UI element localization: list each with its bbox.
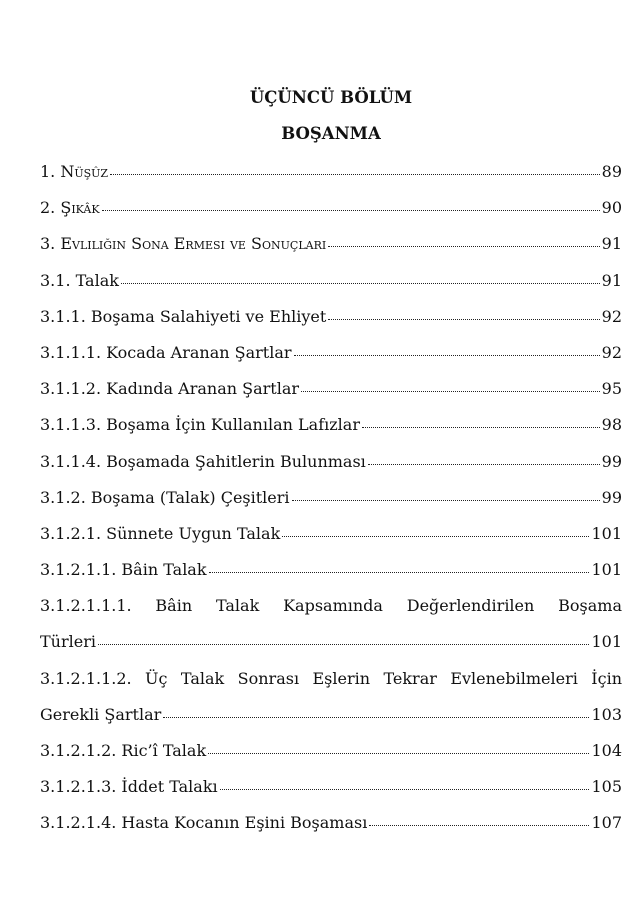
toc-entry-multiline xyxy=(40,594,622,666)
toc-entry-label: 3.1.2.1.3. İddet Talakı xyxy=(40,777,218,797)
toc-entry-label: 3.1.2. Boşama (Talak) Çeşitleri xyxy=(40,487,290,507)
toc-entry xyxy=(40,811,622,847)
toc-entry-multiline xyxy=(40,667,622,739)
toc-entry-page: 101 xyxy=(591,632,622,652)
toc-entry-page: 91 xyxy=(601,234,622,254)
toc-entry-page: 89 xyxy=(601,162,622,181)
toc-entry-page: 101 xyxy=(591,560,622,580)
dot-leader xyxy=(102,210,600,211)
toc-entry-label: 3.1. Talak xyxy=(40,270,119,290)
toc-entry-label: 3.1.1. Boşama Salahiyeti ve Ehliyet xyxy=(40,306,327,326)
toc-entry xyxy=(40,160,622,196)
toc-entry xyxy=(40,377,622,413)
toc-entry-label-line1: 3.1.2.1.1.1. Bâin Talak Kapsamında Değerlendirilen Boşama xyxy=(40,596,622,616)
toc-entry-label: 3.1.1.2. Kadında Aranan Şartlar xyxy=(40,379,300,399)
toc-entry-label: 3.1.1.4. Boşamada Şahitlerin Bulunması xyxy=(40,451,366,471)
toc-entry-page: 105 xyxy=(591,777,622,797)
dot-leader xyxy=(282,536,589,537)
dot-leader xyxy=(163,717,589,718)
dot-leader xyxy=(209,572,590,573)
toc-entry-label: 3.1.1.1. Kocada Aranan Şartlar xyxy=(40,342,292,362)
toc-entry-page: 98 xyxy=(601,415,622,435)
toc-entry xyxy=(40,450,622,486)
toc-entry xyxy=(40,305,622,341)
dot-leader xyxy=(121,283,600,284)
toc-entry-label: 3.1.2.1.4. Hasta Kocanın Eşini Boşaması xyxy=(40,813,368,833)
dot-leader xyxy=(362,427,600,428)
toc-entry-page: 92 xyxy=(601,342,622,362)
dot-leader xyxy=(98,644,589,645)
toc-entry xyxy=(40,486,622,522)
dot-leader xyxy=(328,246,599,247)
toc-entry-page: 101 xyxy=(591,523,622,543)
toc-entry-page: 104 xyxy=(591,741,622,760)
toc-entry-page: 107 xyxy=(591,813,622,833)
toc-entry-label: 1. Nüşûz xyxy=(40,162,109,181)
toc-entry-label: 2. Şikâk xyxy=(40,198,100,218)
dot-leader xyxy=(208,753,589,754)
toc-entry-label: 3. Evliliğin Sona Ermesi ve Sonuçları xyxy=(40,234,327,254)
toc-entry xyxy=(40,558,622,594)
toc-entry-label: 3.1.2.1. Sünnete Uygun Talak xyxy=(40,523,281,543)
toc-entry-page: 91 xyxy=(601,270,622,290)
dot-leader xyxy=(301,391,600,392)
chapter-title: BOŞANMA xyxy=(281,124,381,143)
dot-leader xyxy=(294,355,600,356)
dot-leader xyxy=(220,789,590,790)
table-of-contents xyxy=(40,160,622,848)
dot-leader xyxy=(369,825,589,826)
dot-leader xyxy=(368,464,600,465)
toc-entry-page: 103 xyxy=(591,704,622,724)
toc-entry xyxy=(40,522,622,558)
toc-entry-label: 3.1.2.1.2. Ric’î Talak xyxy=(40,741,207,760)
toc-entry-page: 92 xyxy=(601,306,622,326)
toc-entry xyxy=(40,341,622,377)
toc-entry-second-line xyxy=(40,630,622,666)
toc-entry-page: 99 xyxy=(601,451,622,471)
toc-entry-page: 90 xyxy=(601,198,622,218)
dot-leader xyxy=(328,319,599,320)
dot-leader xyxy=(110,174,600,175)
toc-entry-label-line1: 3.1.2.1.1.2. Üç Talak Sonrası Eşlerin Tekrar Evlenebilmeleri İçin xyxy=(40,668,622,688)
toc-entry xyxy=(40,413,622,449)
toc-entry-page: 99 xyxy=(601,487,622,507)
toc-entry-label-line2: Türleri xyxy=(40,632,96,652)
toc-entry-second-line xyxy=(40,703,622,739)
toc-entry xyxy=(40,269,622,305)
toc-entry-label: 3.1.1.3. Boşama İçin Kullanılan Lafızlar xyxy=(40,415,360,435)
toc-entry xyxy=(40,739,622,775)
toc-entry-page: 95 xyxy=(601,379,622,399)
chapter-label: ÜÇÜNCÜ BÖLÜM xyxy=(249,88,413,107)
toc-entry xyxy=(40,775,622,811)
toc-entry xyxy=(40,232,622,268)
toc-entry-label: 3.1.2.1.1. Bâin Talak xyxy=(40,560,207,580)
dot-leader xyxy=(292,500,600,501)
toc-entry xyxy=(40,196,622,232)
toc-entry-label-line2: Gerekli Şartlar xyxy=(40,704,162,724)
